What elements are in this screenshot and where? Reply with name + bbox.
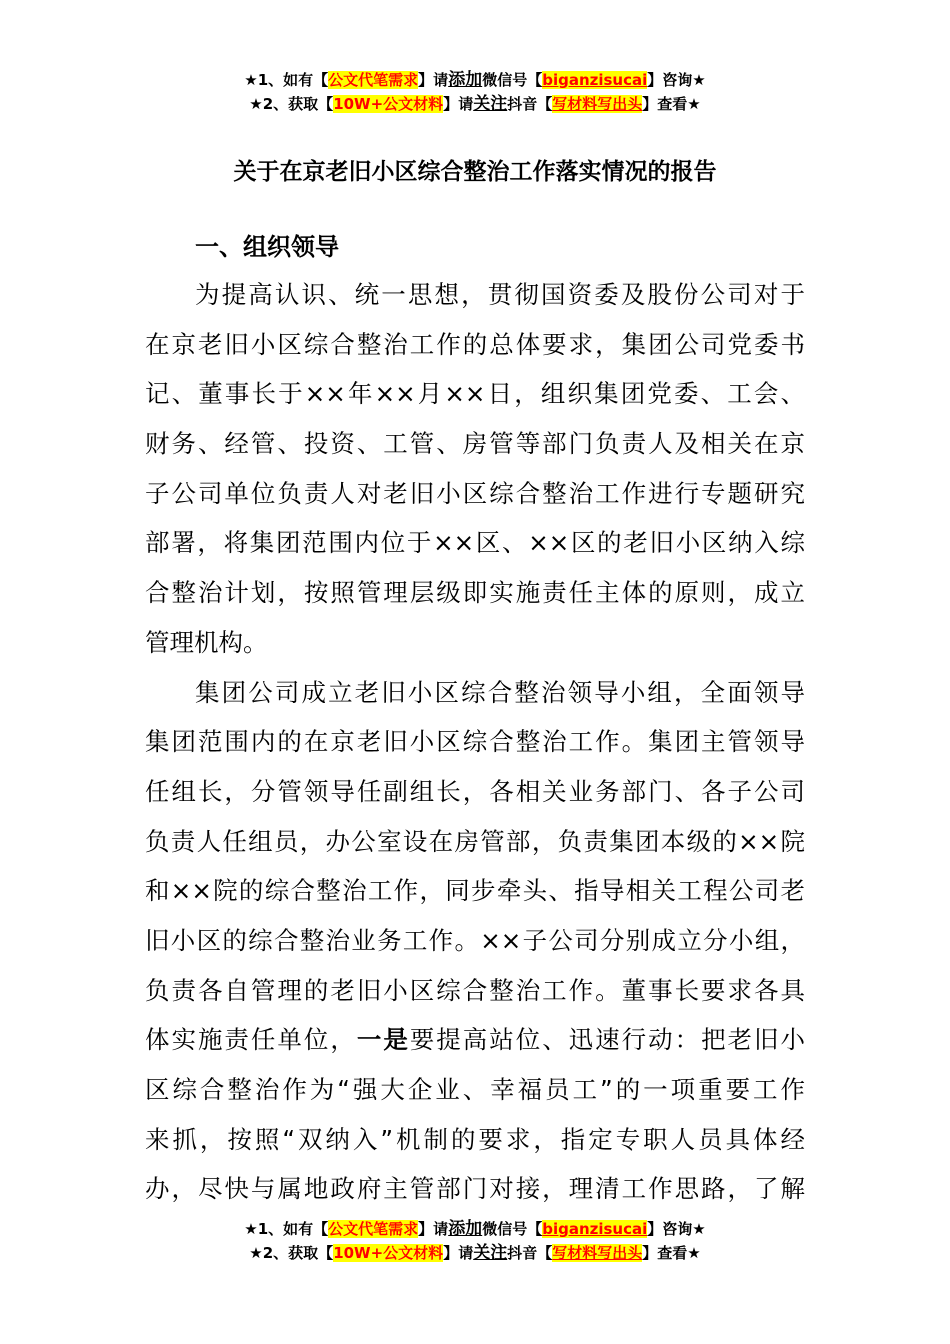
section-heading: 一、组织领导 <box>195 233 339 261</box>
paragraph-1 <box>145 270 805 668</box>
text-line: 在京老旧小区综合整治工作的总体要求，集团公司党委书 <box>145 329 805 359</box>
promo-banner-bottom <box>0 1217 950 1265</box>
promo-line-2: ★2、获取【10W+公文材料】请关注抖音【写材料写出头】查看★ <box>249 1243 701 1263</box>
text-line: 集团公司成立老旧小区综合整治领导小组，全面领导 <box>195 677 805 707</box>
text-line: 办，尽快与属地政府主管部门对接，理清工作思路，了解 <box>145 1174 805 1204</box>
text-line: 旧小区的综合整治业务工作。××子公司分别成立分小组， <box>145 925 805 955</box>
promo-line-2: ★2、获取【10W+公文材料】请关注抖音【写材料写出头】查看★ <box>249 94 701 114</box>
text-run: 要提高站位、迅速行动：把老旧小 <box>409 1025 806 1055</box>
text-run: 体实施责任单位， <box>145 1025 357 1055</box>
bold-text-run: 一是 <box>356 1025 410 1055</box>
promo-banner-top <box>0 68 950 116</box>
document-body <box>145 270 805 1214</box>
text-line: 和××院的综合整治工作，同步牵头、指导相关工程公司老 <box>145 876 805 906</box>
text-line: 区综合整治作为“强大企业、幸福员工”的一项重要工作 <box>145 1075 805 1104</box>
text-line: 管理机构。 <box>145 627 268 657</box>
text-line: 记、董事长于××年××月××日，组织集团党委、工会、 <box>145 379 805 409</box>
text-line: 集团范围内的在京老旧小区综合整治工作。集团主管领导 <box>145 727 805 757</box>
promo-line-1: ★1、如有【公文代笔需求】请添加微信号【biganzisucai】咨询★ <box>244 70 706 90</box>
text-line: 财务、经管、投资、工管、房管等部门负责人及相关在京 <box>145 429 805 459</box>
text-line <box>145 1015 805 1065</box>
document-title: 关于在京老旧小区综合整治工作落实情况的报告 <box>233 159 717 185</box>
text-line: 负责各自管理的老旧小区综合整治工作。董事长要求各具 <box>145 975 805 1005</box>
promo-line-1: ★1、如有【公文代笔需求】请添加微信号【biganzisucai】咨询★ <box>244 1219 706 1239</box>
text-line: 负责人任组员，办公室设在房管部，负责集团本级的××院 <box>145 826 805 856</box>
paragraph-2 <box>145 668 805 1215</box>
text-line: 部署，将集团范围内位于××区、××区的老旧小区纳入综 <box>145 528 805 558</box>
text-line: 子公司单位负责人对老旧小区综合整治工作进行专题研究 <box>145 478 805 508</box>
text-line: 来抓，按照“双纳入”机制的要求，指定专职人员具体经 <box>145 1124 805 1154</box>
text-line: 为提高认识、统一思想，贯彻国资委及股份公司对于 <box>195 280 805 309</box>
text-line: 合整治计划，按照管理层级即实施责任主体的原则，成立 <box>145 578 805 608</box>
text-line: 任组长，分管领导任副组长，各相关业务部门、各子公司 <box>145 776 805 806</box>
